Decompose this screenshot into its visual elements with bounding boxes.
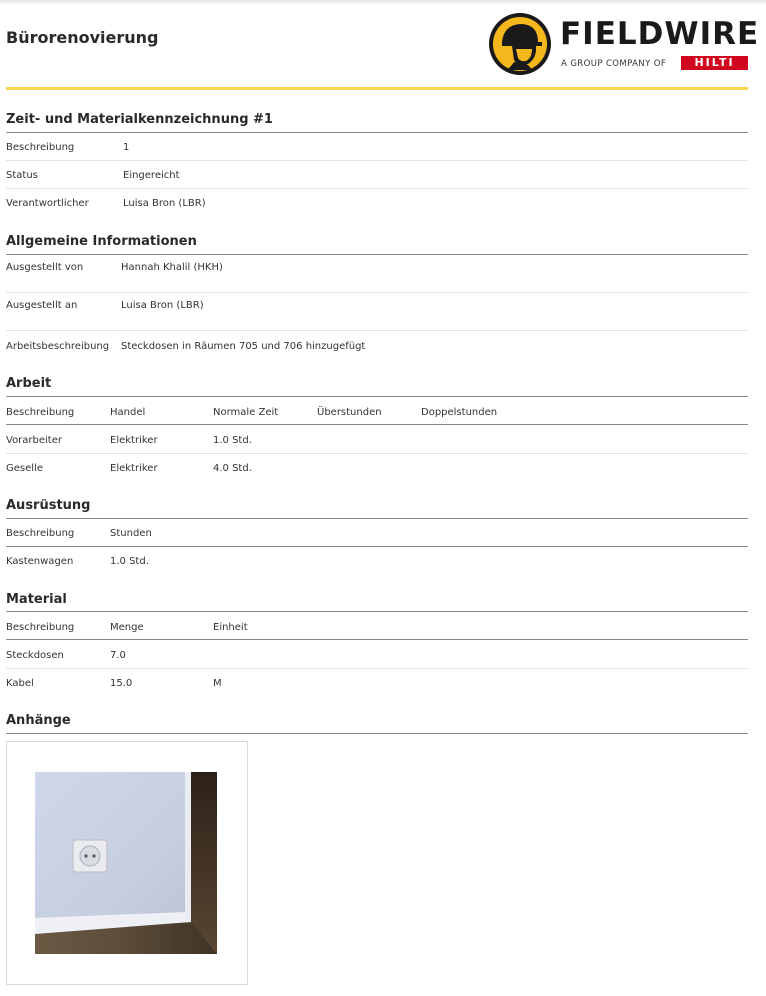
column-header: Doppelstunden: [421, 407, 498, 418]
summary-label: Status: [6, 170, 38, 181]
fieldwire-logo: [488, 12, 760, 76]
general-label: Arbeitsbeschreibung: [6, 341, 110, 352]
summary-value: 1: [123, 142, 130, 153]
table-cell: M: [213, 678, 222, 689]
table-cell: Elektriker: [110, 463, 158, 474]
summary-label: Verantwortlicher: [6, 198, 89, 209]
responsible-value: Luisa Bron (LBR): [123, 198, 206, 209]
top-shadow: [0, 0, 766, 6]
divider: [6, 639, 748, 640]
table-cell: 7.0: [110, 650, 126, 661]
column-header: Handel: [110, 407, 146, 418]
equipment-heading: Ausrüstung: [6, 498, 91, 513]
row-divider: [6, 188, 748, 189]
column-header: Stunden: [110, 528, 152, 539]
table-cell: Elektriker: [110, 435, 158, 446]
brand-subline: A GROUP COMPANY OF: [561, 59, 667, 69]
attachments-heading: Anhänge: [6, 713, 71, 728]
column-header: Normale Zeit: [213, 407, 279, 418]
table-cell: 4.0 Std.: [213, 463, 252, 474]
divider: [6, 132, 748, 133]
table-cell: Kabel: [6, 678, 34, 689]
row-divider: [6, 330, 748, 331]
divider: [6, 733, 748, 734]
summary-heading: Zeit- und Materialkennzeichnung #1: [6, 112, 273, 127]
table-cell: 15.0: [110, 678, 133, 689]
column-header: Beschreibung: [6, 528, 75, 539]
column-header: Beschreibung: [6, 622, 75, 633]
project-title: Bürorenovierung: [6, 28, 159, 47]
hardhat-worker-icon: [488, 12, 552, 76]
status-value: Eingereicht: [123, 170, 180, 181]
table-cell: 1.0 Std.: [213, 435, 252, 446]
column-header: Einheit: [213, 622, 248, 633]
header-divider: [6, 87, 748, 90]
divider: [6, 396, 748, 397]
general-heading: Allgemeine Informationen: [6, 234, 197, 249]
divider: [6, 546, 748, 547]
summary-label: Beschreibung: [6, 142, 75, 153]
divider: [6, 254, 748, 255]
row-divider: [6, 160, 748, 161]
issued-to-value: Luisa Bron (LBR): [121, 300, 204, 311]
material-heading: Material: [6, 592, 67, 607]
column-header: Überstunden: [317, 407, 382, 418]
table-cell: Geselle: [6, 463, 43, 474]
brand-wordmark: FIELDWIRE: [560, 16, 760, 52]
column-header: Menge: [110, 622, 144, 633]
work-description-value: Steckdosen in Räumen 705 und 706 hinzugefügt: [121, 341, 366, 352]
table-cell: Steckdosen: [6, 650, 64, 661]
attachment-photo: [35, 772, 217, 954]
divider: [6, 518, 748, 519]
divider: [6, 611, 748, 612]
issued-by-value: Hannah Khalil (HKH): [121, 262, 223, 273]
row-divider: [6, 453, 748, 454]
general-label: Ausgestellt von: [6, 262, 84, 273]
table-cell: 1.0 Std.: [110, 556, 149, 567]
attachment-thumbnail[interactable]: [6, 741, 248, 985]
divider: [6, 424, 748, 425]
hilti-logo: HILTI: [681, 56, 748, 70]
row-divider: [6, 668, 748, 669]
table-cell: Vorarbeiter: [6, 435, 62, 446]
column-header: Beschreibung: [6, 407, 75, 418]
general-label: Ausgestellt an: [6, 300, 78, 311]
row-divider: [6, 292, 748, 293]
table-cell: Kastenwagen: [6, 556, 74, 567]
labor-heading: Arbeit: [6, 376, 52, 391]
